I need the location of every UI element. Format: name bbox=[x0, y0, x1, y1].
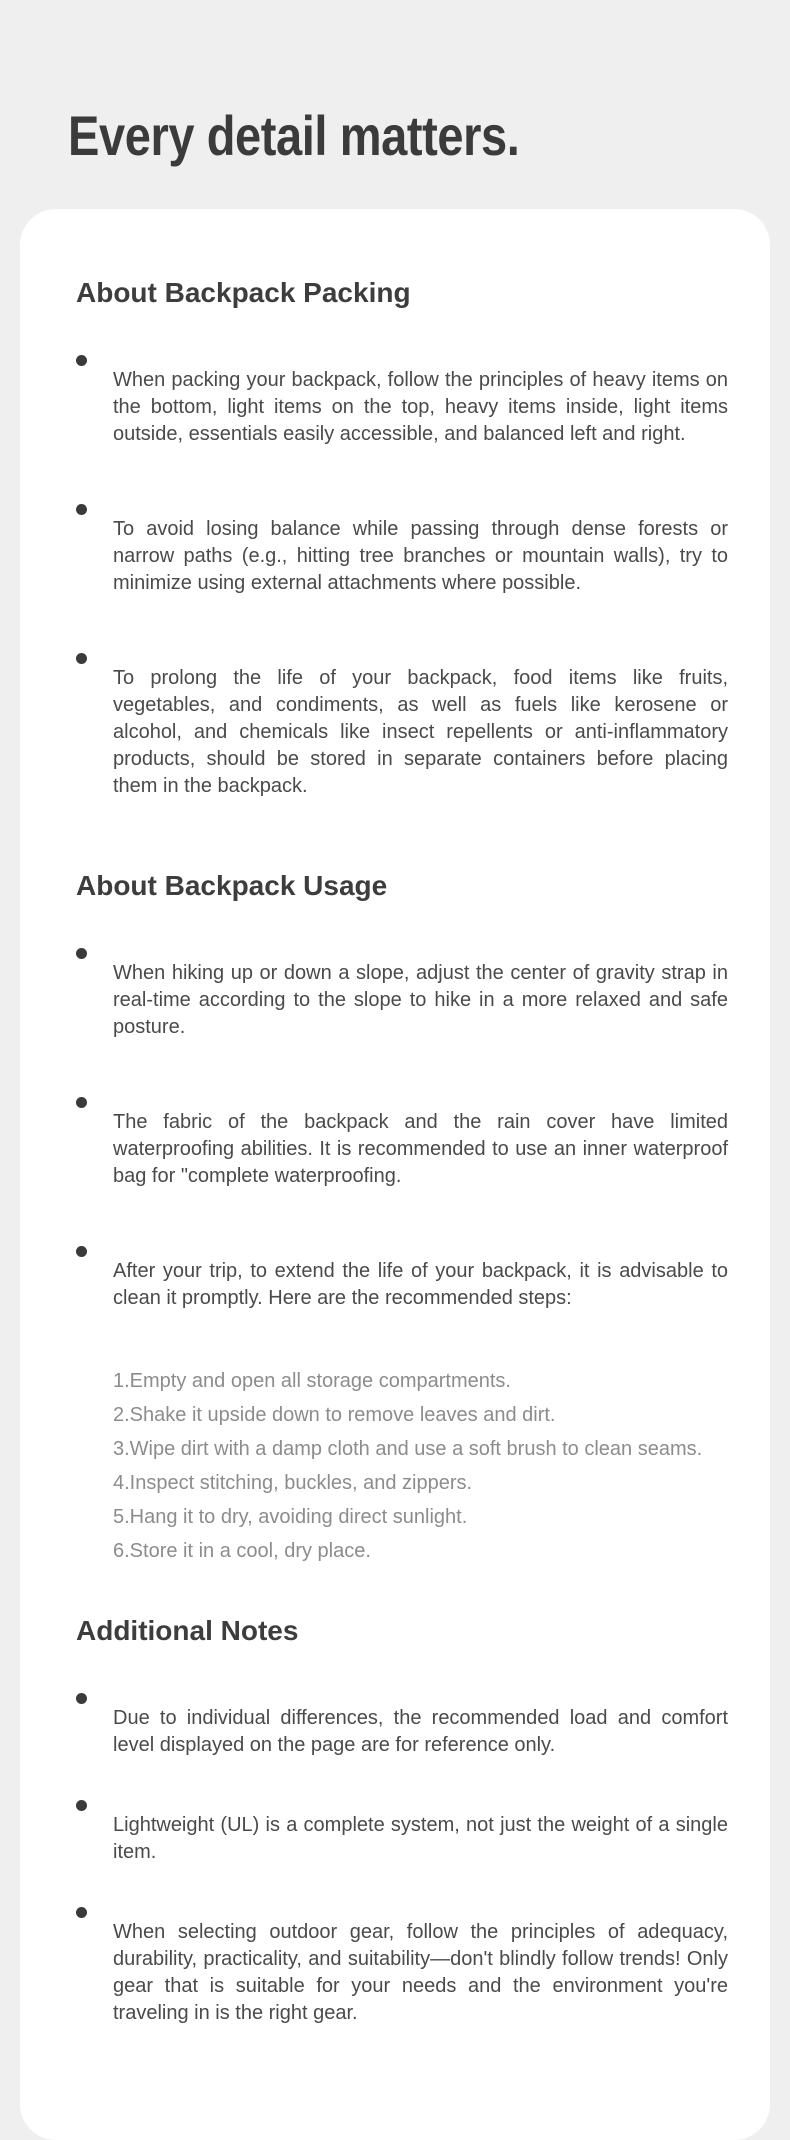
bullet-item bbox=[76, 1685, 728, 1779]
bullet-text: After your trip, to extend the life of your backpack, it is advisable to clean it promptly. Here are the recommended steps: bbox=[113, 1260, 728, 1309]
content-card bbox=[20, 209, 770, 2140]
bullet-dot-icon bbox=[76, 1246, 87, 1257]
step-item: 3.Wipe dirt with a damp cloth and use a soft brush to clean seams. bbox=[113, 1438, 703, 1460]
bullet-text: When hiking up or down a slope, adjust the center of gravity strap in real-time according to the slope to hike in a more relaxed and safe posture. bbox=[113, 962, 728, 1038]
bullet-item bbox=[76, 496, 728, 617]
step-item: 5.Hang it to dry, avoiding direct sunlight. bbox=[113, 1506, 468, 1528]
section-backpack-packing bbox=[76, 275, 728, 820]
step-item: 2.Shake it upside down to remove leaves and dirt. bbox=[113, 1404, 556, 1426]
bullet-dot-icon bbox=[76, 1097, 87, 1108]
bullet-dot-icon bbox=[76, 1800, 87, 1811]
bullet-text: When packing your backpack, follow the principles of heavy items on the bottom, light items on the top, heavy items inside, light items outside, essentials easily accessible, and balanced left and right. bbox=[113, 369, 728, 445]
section-heading-packing: About Backpack Packing bbox=[76, 277, 411, 308]
bullet-dot-icon bbox=[76, 948, 87, 959]
page-title bbox=[0, 0, 790, 168]
bullet-dot-icon bbox=[76, 1907, 87, 1918]
bullet-item bbox=[76, 1089, 728, 1210]
page-title-text: Every detail matters. bbox=[68, 104, 520, 167]
section-heading-usage: About Backpack Usage bbox=[76, 870, 388, 901]
step-item: 6.Store it in a cool, dry place. bbox=[113, 1540, 371, 1562]
step-item: 4.Inspect stitching, buckles, and zippers. bbox=[113, 1472, 473, 1494]
cleaning-steps-list bbox=[113, 1368, 728, 1565]
bullet-text: To prolong the life of your backpack, food items like fruits, vegetables, and condiments, as well as fuels like kerosene or alcohol, and chemicals like insect repellents or anti-inflammatory products, should be stored in separate containers before placing them in the backpack. bbox=[113, 667, 728, 797]
section-backpack-usage bbox=[76, 868, 728, 1565]
bullet-item bbox=[76, 940, 728, 1061]
bullet-dot-icon bbox=[76, 1693, 87, 1704]
bullet-text: Due to individual differences, the recommended load and comfort level displayed on the page are for reference only. bbox=[113, 1707, 728, 1756]
bullet-text: The fabric of the backpack and the rain cover have limited waterproofing abilities. It is recommended to use an inner waterproof bag for "complete waterproofing. bbox=[113, 1111, 728, 1187]
bullet-dot-icon bbox=[76, 653, 87, 664]
bullet-item bbox=[76, 1792, 728, 1886]
bullet-dot-icon bbox=[76, 504, 87, 515]
bullet-item bbox=[76, 1899, 728, 2047]
bullet-item bbox=[76, 1238, 728, 1332]
bullet-text: To avoid losing balance while passing through dense forests or narrow paths (e.g., hitting tree branches or mountain walls), try to minimize using external attachments where possible. bbox=[113, 518, 728, 594]
bullet-item bbox=[76, 645, 728, 820]
bullet-dot-icon bbox=[76, 355, 87, 366]
step-item: 1.Empty and open all storage compartments. bbox=[113, 1370, 511, 1392]
bullet-text: Lightweight (UL) is a complete system, not just the weight of a single item. bbox=[113, 1814, 728, 1863]
bullet-text: When selecting outdoor gear, follow the principles of adequacy, durability, practicality, and suitability—don't blindly follow trends! Only gear that is suitable for your needs and the environment you're traveling in is the right gear. bbox=[113, 1921, 728, 2024]
bullet-item bbox=[76, 347, 728, 468]
section-heading-notes: Additional Notes bbox=[76, 1615, 299, 1646]
section-additional-notes bbox=[76, 1613, 728, 2047]
